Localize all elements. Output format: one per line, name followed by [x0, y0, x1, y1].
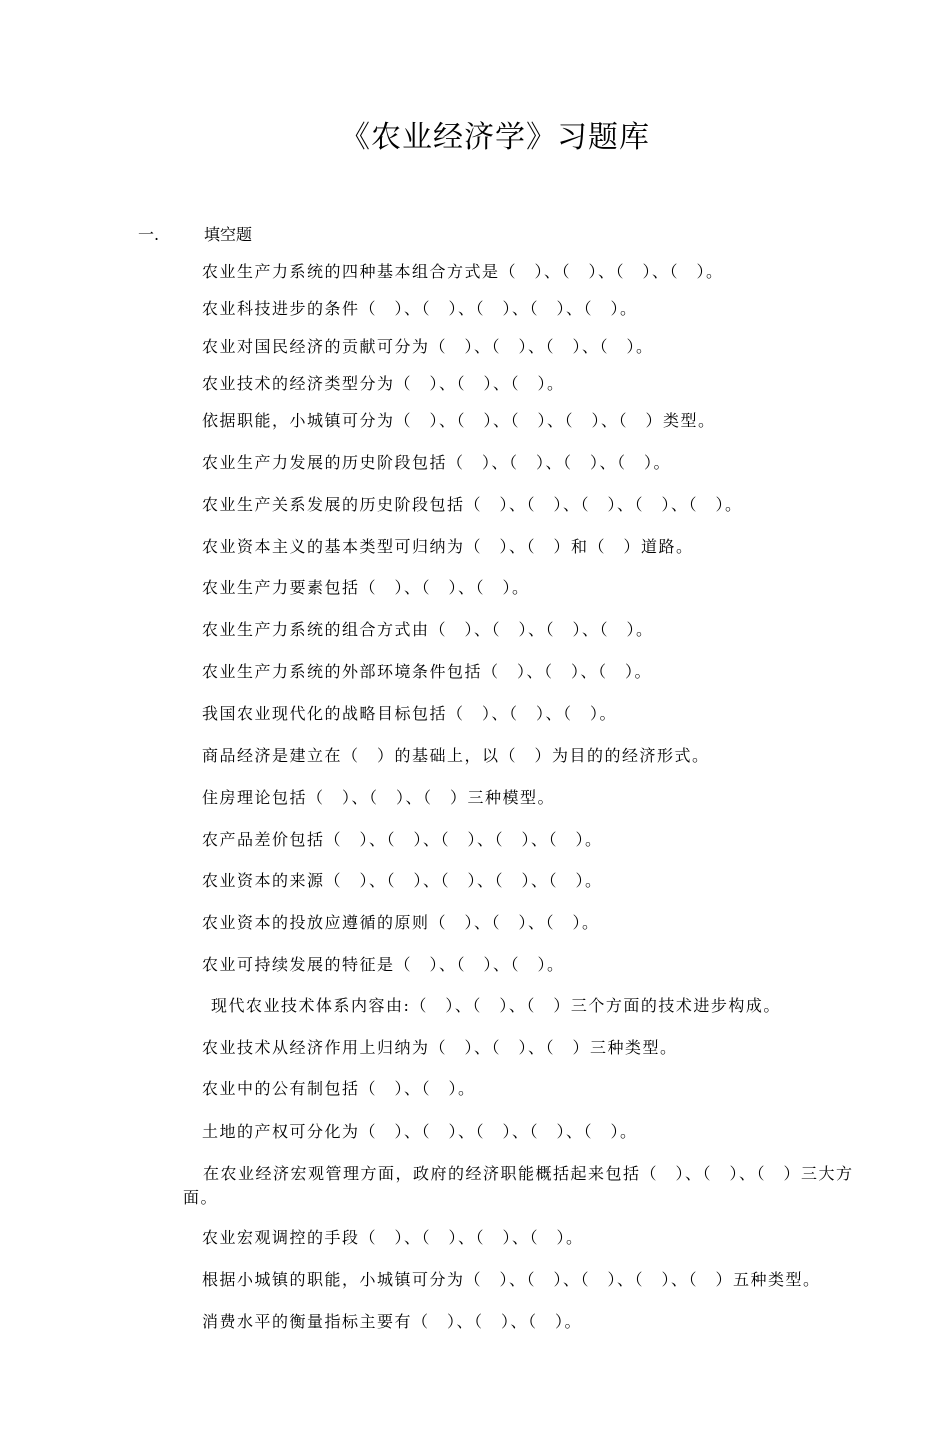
question-item: 农业科技进步的条件（ ）、（ ）、（ ）、（ ）、（ ）。: [202, 299, 638, 318]
section-heading: [138, 222, 252, 248]
question-item: 根据小城镇的职能，小城镇可分为（ ）、（ ）、（ ）、（ ）、（ ）五种类型。: [202, 1270, 821, 1289]
section-title: 填空题: [204, 225, 253, 244]
question-item: 农业资本的投放应遵循的原则（ ）、（ ）、（ ）。: [202, 913, 600, 932]
question-item: 在农业经济宏观管理方面，政府的经济职能概括起来包括（ ）、（ ）、（ ）三大方面。: [183, 1164, 854, 1207]
question-item: 依据职能，小城镇可分为（ ）、（ ）、（ ）、（ ）、（ ）类型。: [202, 411, 716, 430]
question-item: 农业生产力系统的外部环境条件包括（ ）、（ ）、（ ）。: [202, 662, 653, 681]
question-item: 消费水平的衡量指标主要有（ ）、（ ）、（ ）。: [202, 1312, 583, 1331]
question-item: 我国农业现代化的战略目标包括（ ）、（ ）、（ ）。: [202, 704, 618, 723]
question-item: 农业生产力系统的四种基本组合方式是（ ）、（ ）、（ ）、（ ）。: [202, 262, 724, 281]
question-item: 农业对国民经济的贡献可分为（ ）、（ ）、（ ）、（ ）。: [202, 337, 654, 356]
question-item: 农产品差价包括（ ）、（ ）、（ ）、（ ）、（ ）。: [202, 830, 603, 849]
question-item: 商品经济是建立在（ ）的基础上，以（ ）为目的的经济形式。: [202, 746, 710, 765]
question-item: 农业宏观调控的手段（ ）、（ ）、（ ）、（ ）。: [202, 1228, 584, 1247]
question-item: 农业生产关系发展的历史阶段包括（ ）、（ ）、（ ）、（ ）、（ ）。: [202, 495, 743, 514]
question-item: 现代农业技术体系内容由:（ ）、（ ）、（ ）三个方面的技术进步构成。: [211, 996, 781, 1015]
question-item: 农业资本的来源（ ）、（ ）、（ ）、（ ）、（ ）。: [202, 871, 603, 890]
question-item: 农业生产力发展的历史阶段包括（ ）、（ ）、（ ）、（ ）。: [202, 453, 672, 472]
question-item: 农业生产力系统的组合方式由（ ）、（ ）、（ ）、（ ）。: [202, 620, 654, 639]
document-title: 《农业经济学》习题库: [340, 120, 650, 155]
question-item: 农业可持续发展的特征是（ ）、（ ）、（ ）。: [202, 955, 565, 974]
question-item: 农业技术的经济类型分为（ ）、（ ）、（ ）。: [202, 374, 565, 393]
section-number: 一.: [138, 225, 160, 244]
question-item: 农业中的公有制包括（ ）、（ ）。: [202, 1079, 476, 1098]
question-item: 农业技术从经济作用上归纳为（ ）、（ ）、（ ）三种类型。: [202, 1038, 678, 1057]
question-item: 土地的产权可分化为（ ）、（ ）、（ ）、（ ）、（ ）。: [202, 1122, 638, 1141]
question-item: 住房理论包括（ ）、（ ）、（ ）三种模型。: [202, 788, 556, 807]
question-item: 农业资本主义的基本类型可归纳为（ ）、（ ）和（ ）道路。: [202, 537, 694, 556]
question-item: 农业生产力要素包括（ ）、（ ）、（ ）。: [202, 578, 530, 597]
